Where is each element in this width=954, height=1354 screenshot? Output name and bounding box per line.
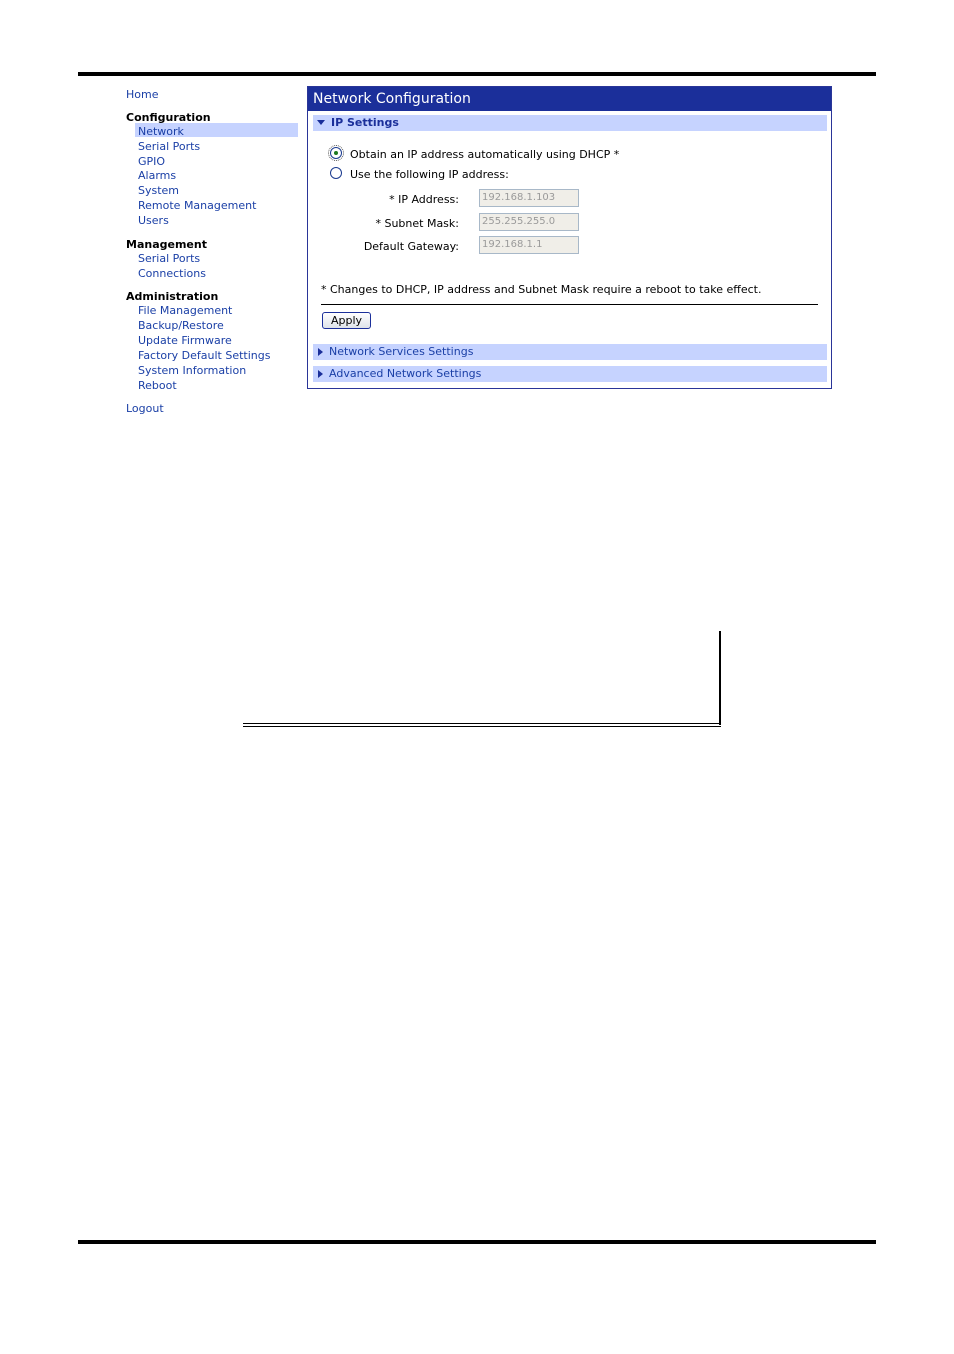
sidebar-item-connections[interactable]: Connections	[138, 267, 206, 280]
default-gateway-label: Default Gateway:	[363, 240, 459, 253]
callout-vertical-line	[719, 631, 721, 725]
static-ip-radio[interactable]	[330, 167, 342, 179]
subnet-mask-label: * Subnet Mask:	[375, 217, 459, 230]
section-header-label: Advanced Network Settings	[329, 367, 482, 380]
sidebar-item-system-information[interactable]: System Information	[138, 364, 247, 377]
sidebar-item-remote-management[interactable]: Remote Management	[138, 199, 257, 212]
sidebar-heading-configuration: Configuration	[126, 111, 211, 124]
reboot-note: * Changes to DHCP, IP address and Subnet Mask require a reboot to take effect.	[321, 283, 762, 296]
ip-address-field[interactable]: 192.168.1.103	[479, 189, 579, 207]
section-header-advanced-network[interactable]	[313, 366, 827, 382]
section-header-ip-settings[interactable]	[313, 115, 827, 131]
section-header-network-services[interactable]	[313, 344, 827, 360]
subnet-mask-field[interactable]: 255.255.255.0	[479, 213, 579, 231]
apply-button[interactable]: Apply	[322, 312, 371, 329]
network-configuration-panel	[307, 86, 832, 389]
sidebar-item-serial-ports-config[interactable]: Serial Ports	[138, 140, 201, 153]
chevron-right-icon	[318, 370, 323, 378]
sidebar-item-network[interactable]: Network	[138, 125, 184, 138]
sidebar-item-gpio[interactable]: GPIO	[138, 155, 166, 168]
static-option-label: Use the following IP address:	[350, 168, 509, 181]
sidebar-item-reboot[interactable]: Reboot	[138, 379, 177, 392]
sidebar-item-backup-restore[interactable]: Backup/Restore	[138, 319, 224, 332]
sidebar-item-factory-default-settings[interactable]: Factory Default Settings	[138, 349, 271, 362]
page-top-rule	[78, 72, 876, 76]
sidebar-item-system[interactable]: System	[138, 184, 180, 197]
page-bottom-rule	[78, 1240, 876, 1244]
chevron-down-icon	[317, 120, 325, 125]
section-divider	[321, 304, 818, 305]
ip-address-label: * IP Address:	[389, 193, 459, 206]
callout-horizontal-line	[243, 726, 721, 727]
sidebar-item-logout[interactable]: Logout	[126, 402, 164, 415]
sidebar-item-home[interactable]: Home	[126, 88, 159, 101]
page-title: Network Configuration	[308, 87, 831, 111]
sidebar-heading-administration: Administration	[126, 290, 219, 303]
default-gateway-field[interactable]: 192.168.1.1	[479, 236, 579, 254]
sidebar-heading-management: Management	[126, 238, 207, 251]
dhcp-radio[interactable]	[330, 147, 342, 159]
chevron-right-icon	[318, 348, 323, 356]
dhcp-option-label: Obtain an IP address automatically using DHCP *	[350, 148, 620, 161]
section-header-label: IP Settings	[331, 116, 399, 129]
section-header-label: Network Services Settings	[329, 345, 474, 358]
sidebar-item-users[interactable]: Users	[138, 214, 169, 227]
callout-horizontal-line	[243, 723, 721, 724]
sidebar-item-alarms[interactable]: Alarms	[138, 169, 177, 182]
sidebar-item-update-firmware[interactable]: Update Firmware	[138, 334, 232, 347]
sidebar-item-serial-ports-management[interactable]: Serial Ports	[138, 252, 201, 265]
sidebar-item-file-management[interactable]: File Management	[138, 304, 233, 317]
